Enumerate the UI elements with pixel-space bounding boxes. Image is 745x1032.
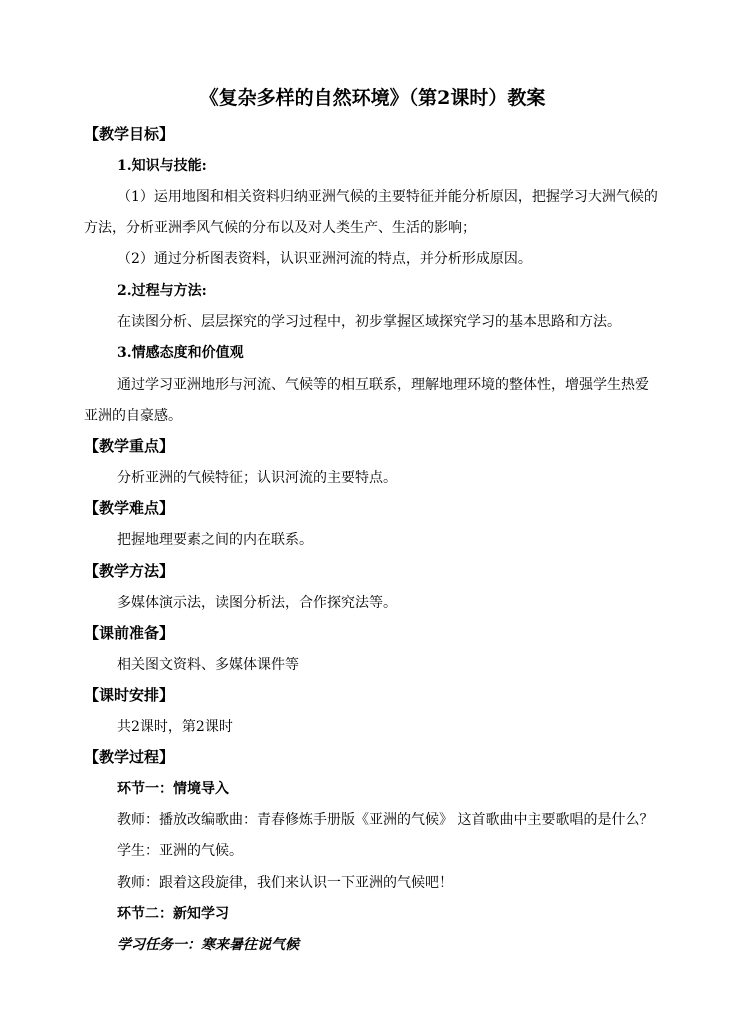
step-2-heading: 环节二：新知学习	[117, 906, 229, 922]
methods-heading: 【教学方法】	[84, 562, 175, 580]
schedule-text: 共2课时，第2课时	[117, 719, 233, 735]
step-1-heading: 环节一：情境导入	[117, 781, 229, 797]
learning-task-1: 学习任务一：寒来暑往说气候	[117, 937, 299, 953]
difficulties-heading: 【教学难点】	[84, 499, 175, 517]
teacher-line-2: 教师：跟着这段旋律，我们来认识一下亚洲的气候吧！	[117, 875, 453, 891]
attitude-values-line-1: 通过学习亚洲地形与河流、气候等的相互联系，理解地理环境的整体性，增强学生热爱	[117, 377, 649, 393]
preparation-heading: 【课前准备】	[84, 624, 175, 642]
key-points-heading: 【教学重点】	[84, 437, 175, 455]
objectives-heading: 【教学目标】	[84, 125, 175, 143]
knowledge-item-1-line-2: 方法，分析亚洲季风气候的分布以及对人类生产、生活的影响；	[84, 220, 476, 236]
student-line-1: 学生：亚洲的气候。	[117, 843, 243, 859]
procedure-heading: 【教学过程】	[84, 748, 175, 766]
difficulties-text: 把握地理要素之间的内在联系。	[117, 532, 313, 548]
attitude-values-heading: 3.情感态度和价值观	[117, 345, 244, 361]
preparation-text: 相关图文资料、多媒体课件等	[117, 657, 299, 673]
knowledge-item-2: （2）通过分析图表资料，认识亚洲河流的特点，并分析形成原因。	[117, 251, 532, 267]
key-points-text: 分析亚洲的气候特征；认识河流的主要特点。	[117, 470, 397, 486]
methods-text: 多媒体演示法，读图分析法，合作探究法等。	[117, 595, 397, 611]
teacher-line-1: 教师：播放改编歌曲：青春修炼手册版《亚洲的气候》 这首歌曲中主要歌唱的是什么？	[117, 812, 654, 828]
document-title: 《复杂多样的自然环境》（第2课时）教案	[199, 87, 546, 109]
process-methods-heading: 2.过程与方法:	[117, 283, 207, 299]
knowledge-skills-heading: 1.知识与技能:	[117, 158, 207, 174]
knowledge-item-1-line-1: （1）运用地图和相关资料归纳亚洲气候的主要特征并能分析原因，把握学习大洲气候的	[117, 189, 658, 205]
process-methods-text: 在读图分析、层层探究的学习过程中，初步掌握区域探究学习的基本思路和方法。	[117, 314, 621, 330]
schedule-heading: 【课时安排】	[84, 686, 175, 704]
attitude-values-line-2: 亚洲的自豪感。	[84, 408, 182, 424]
